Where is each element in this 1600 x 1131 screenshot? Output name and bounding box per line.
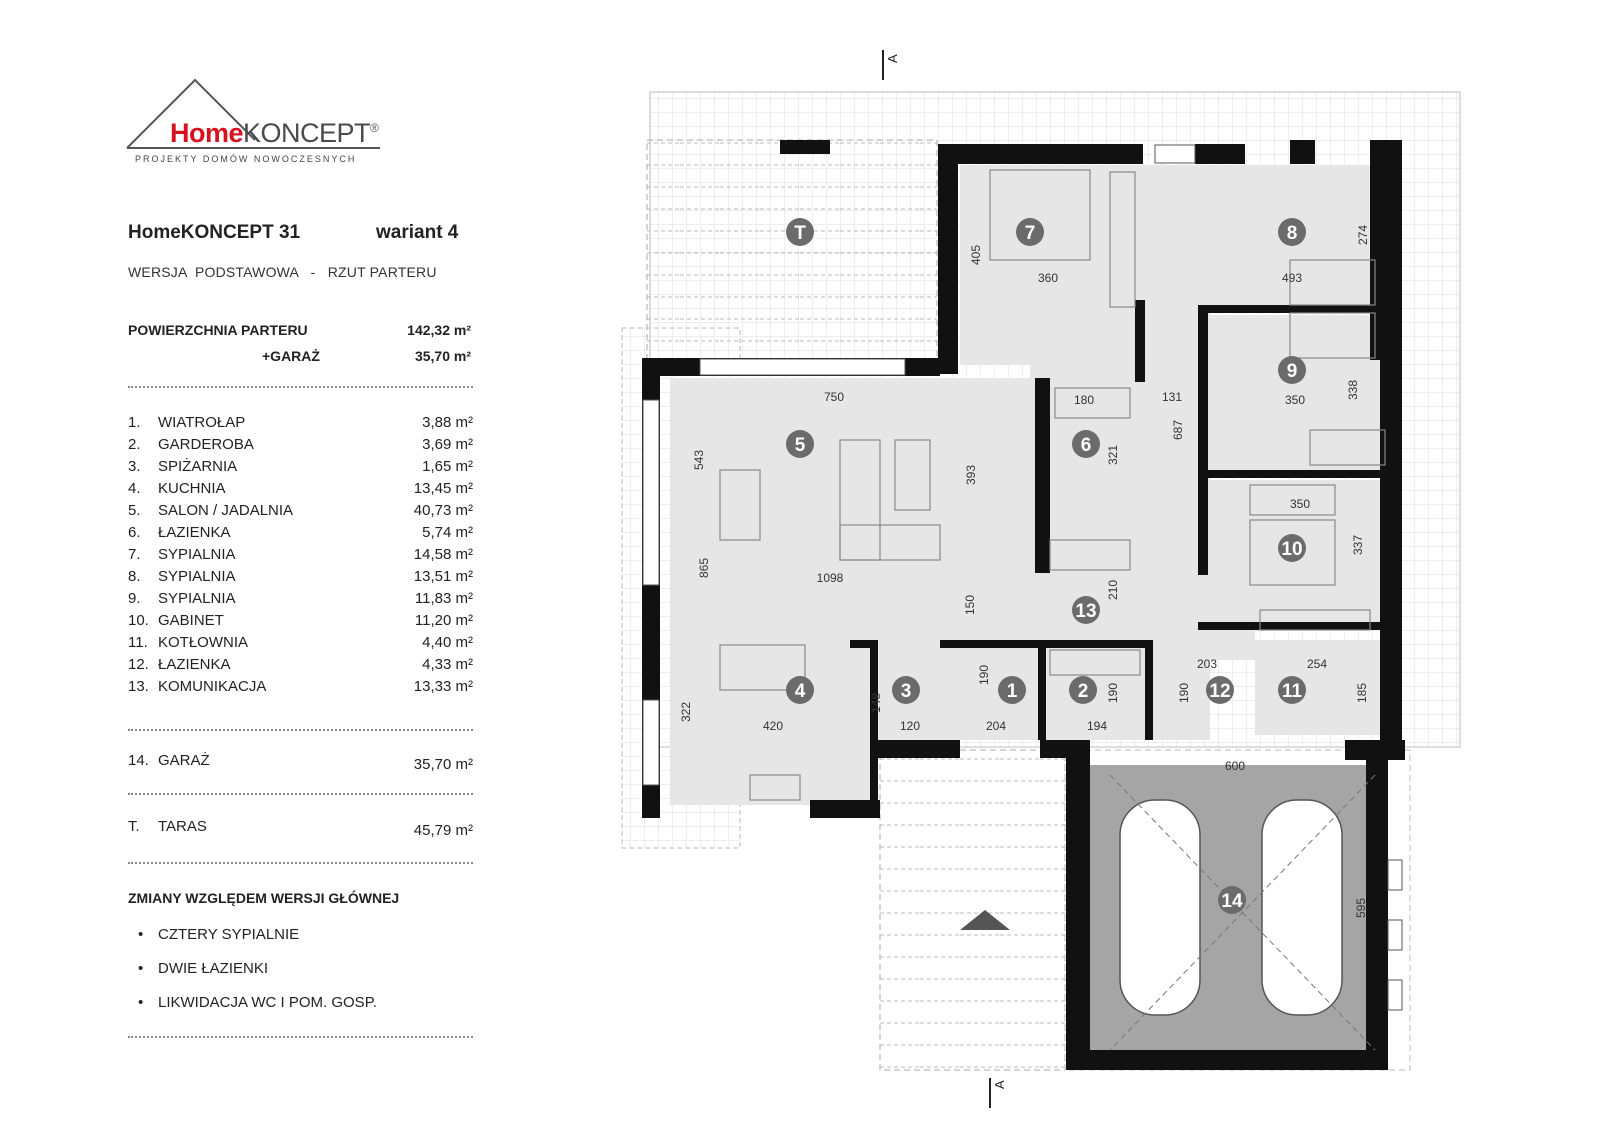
dimension-label: 204: [985, 719, 1007, 733]
list-item: 5. SALON / JADALNIA 40,73 m²: [128, 502, 473, 519]
svg-text:A: A: [992, 1080, 1007, 1089]
list-item: 7. SYPIALNIA 14,58 m²: [128, 546, 473, 563]
svg-text:7: 7: [1024, 223, 1036, 244]
dimension-label: 595: [1354, 897, 1368, 919]
list-item: 6. ŁAZIENKA 5,74 m²: [128, 524, 473, 541]
dimension-label: 210: [1106, 579, 1120, 601]
brand-name: HomeKONCEPT®: [170, 118, 379, 148]
svg-text:8: 8: [1286, 223, 1298, 244]
brand-logo: [125, 78, 405, 173]
list-item: 2. GARDEROBA 3,69 m²: [128, 436, 473, 453]
dimension-label: 150: [963, 594, 977, 616]
dimension-label: 493: [1281, 271, 1303, 285]
dimension-label: 337: [1351, 534, 1365, 556]
svg-text:6: 6: [1080, 435, 1092, 456]
terrace-pergola: [647, 140, 937, 365]
project-variant: wariant 4: [376, 222, 459, 243]
list-item: 12. ŁAZIENKA 4,33 m²: [128, 656, 473, 673]
svg-text:13: 13: [1075, 601, 1097, 622]
terrace-row: T. TARAS 45,79 m²: [128, 818, 473, 839]
project-title: HomeKONCEPT 31: [128, 222, 301, 243]
svg-text:3: 3: [900, 681, 912, 702]
entrance-pergola: [880, 750, 1065, 1070]
room-marker-t: [786, 218, 814, 246]
dimension-label: 687: [1171, 419, 1185, 441]
svg-text:10: 10: [1281, 539, 1303, 560]
dimension-label: 190: [1177, 682, 1191, 704]
dimension-label: 190: [977, 664, 991, 686]
list-item: 10. GABINET 11,20 m²: [128, 612, 473, 629]
svg-text:5: 5: [794, 435, 806, 456]
list-item: 13. KOMUNIKACJA 13,33 m²: [128, 678, 473, 695]
svg-text:2: 2: [1077, 681, 1089, 702]
room-marker-12: [1206, 676, 1234, 704]
dimension-label: 180: [1073, 393, 1095, 407]
dimension-label: 148: [869, 692, 883, 714]
room-marker-8: [1278, 218, 1306, 246]
changes-title: ZMIANY WZGLĘDEM WERSJI GŁÓWNEJ: [128, 890, 400, 906]
room-marker-10: [1278, 534, 1306, 562]
dimension-label: 321: [1106, 444, 1120, 466]
dimension-label: 865: [697, 557, 711, 579]
project-subtitle: WERSJA PODSTAWOWA - RZUT PARTERU: [128, 264, 437, 280]
dimension-label: 600: [1224, 759, 1246, 773]
divider: [128, 386, 473, 388]
list-item: 4. KUCHNIA 13,45 m²: [128, 480, 473, 497]
list-item: 8. SYPIALNIA 13,51 m²: [128, 568, 473, 585]
dimension-label: 1098: [816, 571, 844, 585]
dimension-label: 420: [762, 719, 784, 733]
garage-label: +GARAŻ: [262, 348, 320, 364]
floor-plan: [600, 50, 1600, 1110]
room-marker-2: [1069, 676, 1097, 704]
svg-text:12: 12: [1209, 681, 1231, 702]
area-value: 142,32 m²: [407, 322, 471, 338]
dimension-label: 393: [964, 464, 978, 486]
room-marker-9: [1278, 356, 1306, 384]
svg-text:A: A: [885, 54, 900, 63]
svg-text:14: 14: [1221, 891, 1243, 912]
dimension-label: 350: [1284, 393, 1306, 407]
dimension-label: 338: [1346, 379, 1360, 401]
room-marker-3: [892, 676, 920, 704]
room-marker-7: [1016, 218, 1044, 246]
room-marker-14: [1218, 886, 1246, 914]
svg-text:4: 4: [794, 681, 806, 702]
svg-text:11: 11: [1281, 681, 1303, 702]
dimension-label: 750: [823, 390, 845, 404]
dimension-label: 131: [1161, 390, 1183, 404]
list-item: 3. SPIŻARNIA 1,65 m²: [128, 458, 473, 475]
dimension-label: 350: [1289, 497, 1311, 511]
dimension-label: 254: [1306, 657, 1328, 671]
garage-value: 35,70 m²: [414, 348, 471, 364]
room-marker-5: [786, 430, 814, 458]
area-label: POWIERZCHNIA PARTERU: [128, 322, 308, 338]
chimney: [780, 140, 830, 154]
dimension-label: 194: [1086, 719, 1108, 733]
list-item: 9. SYPIALNIA 11,83 m²: [128, 590, 473, 607]
room-marker-1: [998, 676, 1026, 704]
dimension-label: 203: [1196, 657, 1218, 671]
dimension-label: 543: [692, 449, 706, 471]
room-marker-13: [1072, 596, 1100, 624]
dimension-label: 190: [1106, 682, 1120, 704]
dimension-label: 185: [1355, 682, 1369, 704]
dimension-label: 322: [679, 701, 693, 723]
room-marker-4: [786, 676, 814, 704]
dimension-label: 360: [1037, 271, 1059, 285]
list-item: 11. KOTŁOWNIA 4,40 m²: [128, 634, 473, 651]
svg-text:9: 9: [1286, 361, 1298, 382]
brand-tagline: PROJEKTY DOMÓW NOWOCZESNYCH: [135, 154, 357, 164]
svg-text:1: 1: [1006, 681, 1018, 702]
dimension-label: 274: [1356, 224, 1370, 246]
garage-row: 14. GARAŻ 35,70 m²: [128, 752, 473, 773]
list-item: 1. WIATROŁAP 3,88 m²: [128, 414, 473, 431]
room-marker-6: [1072, 430, 1100, 458]
divider: [128, 793, 473, 795]
divider: [128, 862, 473, 864]
divider: [128, 1036, 473, 1038]
room-marker-11: [1278, 676, 1306, 704]
dimension-label: 120: [899, 719, 921, 733]
svg-text:T: T: [794, 223, 806, 244]
divider: [128, 729, 473, 731]
dimension-label: 405: [969, 244, 983, 266]
